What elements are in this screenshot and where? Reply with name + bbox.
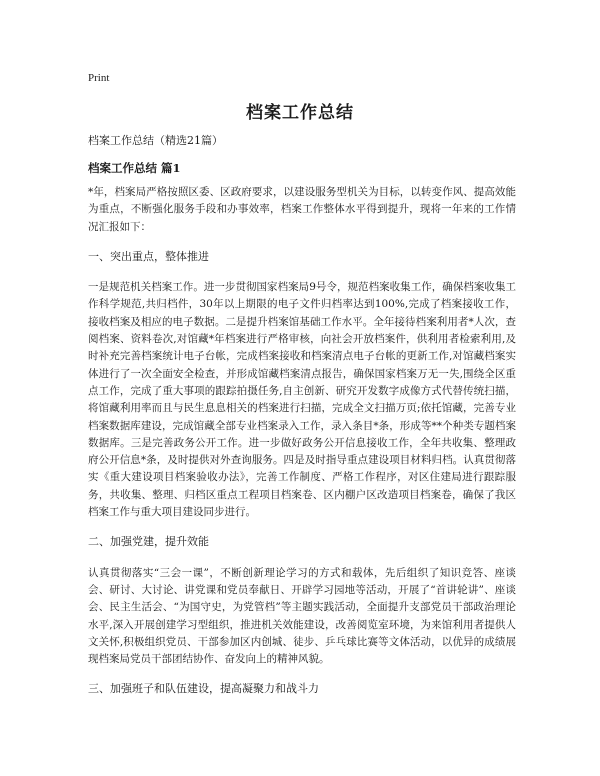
page-title: 档案工作总结	[246, 103, 354, 123]
document-subtitle: 档案工作总结（精选21篇）	[88, 134, 223, 147]
document-body	[88, 184, 516, 712]
heading-three: 三、加强班子和队伍建设，提高凝聚力和战斗力	[88, 682, 319, 696]
heading-one: 一、突出重点，整体推进	[88, 249, 209, 263]
print-label[interactable]: Print	[88, 72, 110, 84]
heading-two: 二、加强党建，提升效能	[88, 535, 209, 549]
section-title: 档案工作总结 篇1	[88, 161, 181, 175]
intro-paragraph: *年，档案局严格按照区委、区政府要求，以建设服务型机关为目标，以转变作风、提高效能为重点，不断强化服务手段和办事效率，档案工作整体水平得到提升，现将一年来的工作情况汇报如下：	[88, 186, 516, 233]
paragraph-two: 认真贯彻落实“三会一课”，不断创新理论学习的方式和载体，先后组织了知识竞答、座谈会、研讨、大讨论、讲党课和党员奉献日、开辟学习园地等活动，开展了“首讲轮讲”、座谈会、民主生活会、“为国守史，为党管档”等主题实践活动，全面提升支部党员干部政治理论水平,深入开展创建学习型组织，推进机关效能建设，改善阅览室环境，为来馆利用者提供人文关怀,积极组织党员、干部参加区内创城、徒步、乒乓球比赛等文体活动，以优异的成绩展现档案局党员干部团结协作、奋发向上的精神风貌。	[88, 566, 516, 666]
paragraph-one: 一是规范机关档案工作。进一步贯彻国家档案局9号令，规范档案收集工作，确保档案收集工作科学规范,共归档件，30年以上期限的电子文件归档率达到100%,完成了档案接收工作，接收档案及相应的电子数据。二是提升档案馆基础工作水平。全年接待档案利用者*人次，查阅档案、资料卷次,对馆藏*年档案进行严格审核，向社会开放档案件，供利用者检索利用,及时补充完善档案统计电子台帐，完成档案接收和档案清点电子台帐的更新工作,对馆藏档案实体进行了一次全面安全检查，并形成馆藏档案清点报告，确保国家档案万无一失,围绕全区重点工作，完成了重大事项的跟踪拍摄任务,自主创新、研究开发数字成像方式代替传统扫描，将馆藏利用率而且与民生息息相关的档案进行扫描，完成全文扫描万页;依托馆藏，完善专业档案数据库建设，完成馆藏全部专业档案录入工作，录入条目*条，形成等**个种类专题档案数据库。三是完善政务公开工作。进一步做好政务公开信息接收工作，全年共收集、整理政府公开信息*条，及时提供对外查询服务。四是及时指导重点建设项目材料归档。认真贯彻落实《重大建设项目档案验收办法》，完善工作制度、严格工作程序，对区住建局进行跟踪服务，共收集、整理、归档区重点工程项目档案卷、区内棚户区改造项目档案卷，确保了我区档案工作与重大项目建设同步进行。	[88, 281, 516, 519]
